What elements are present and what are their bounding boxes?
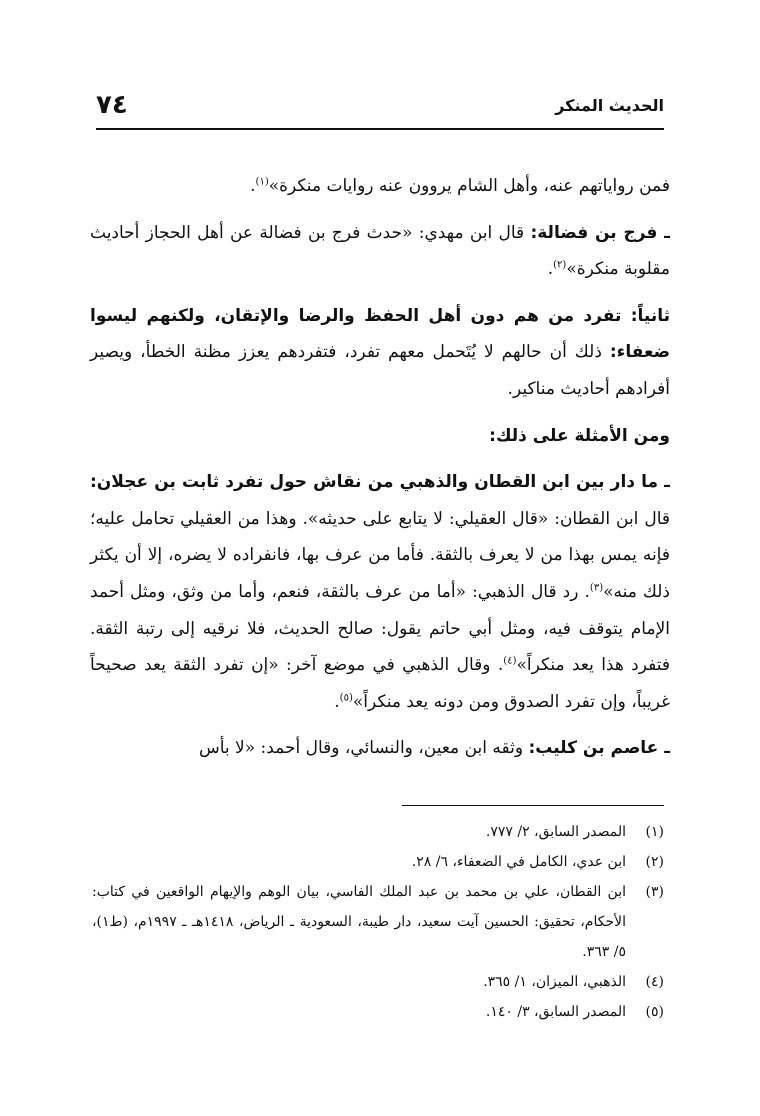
footnote-divider [402, 805, 664, 806]
footnote-text: ابن عدي، الكامل في الضعفاء، ٦/ ٢٨. [411, 854, 626, 870]
paragraph-text: . وقال الذهبي في موضع آخر: «إن تفرد الثقة يعد صحيحاً غريباً، وإن تفرد الصدوق ومن دونه يعد منكراً» [90, 655, 670, 712]
paragraph-text: . رد قال الذهبي: «أما من عرف بالثقة، فنعم، وأما من وثق، ومثل أحمد الإمام يتوقف فيه، ومثل أبي حاتم يقول: صالح الحديث، فلا نرقيه إلى رتبة الثقة. فتفرد هذا يعد منكراً» [90, 581, 670, 676]
footnote-ref: (٢) [553, 259, 567, 271]
footnote-text: المصدر السابق، ٢/ ٧٧٧. [485, 824, 626, 840]
narrator-name: ـ عاصم بن كليب: [528, 738, 670, 759]
paragraph [90, 730, 670, 767]
footnote-number: (١) [645, 824, 664, 840]
paragraph-text: قال ابن القطان: «قال العقيلي: لا يتابع على حديثه». وهذا من العقيلي تحامل عليه؛ فإنه يمس بهذا من لا يعرف بالثقة. فأما من عرف بها، فانفراده لا يضره، إلا أن يكثر ذلك منه» [90, 508, 670, 602]
footnote-ref: (٥) [339, 692, 353, 704]
paragraph-text: قال ابن مهدي: «حدث فرج بن فضالة عن أهل الحجاز أحاديث مقلوبة منكرة» [90, 222, 670, 280]
example-heading: ـ ما دار بين ابن القطان والذهبي من نقاش حول تفرد ثابت بن عجلان: [90, 472, 670, 493]
paragraph-text: فمن رواياتهم عنه، وأهل الشام يروون عنه روايات منكرة» [268, 176, 670, 196]
footnote-text: ابن القطان، علي بن محمد بن عبد الملك الفاسي، بيان الوهم والإيهام الواقعين في كتاب: الأحكام، تحقيق: الحسين آيت سعيد، دار طيبة، السعودية ـ الرياض، ١٤١٨هـ ـ ١٩٩٧م، (ط١)، ٥/ ٣٦٣. [92, 884, 626, 960]
footnote-ref: (٤) [503, 655, 517, 667]
footnote [92, 967, 664, 997]
paragraph [90, 298, 670, 408]
footnote-ref: (٣) [589, 582, 604, 594]
paragraph-end: . [250, 176, 256, 196]
main-text [90, 168, 670, 767]
footnote-number: (٣) [645, 884, 664, 900]
footnote-number: (٤) [645, 974, 664, 990]
section-heading: ثانياً: تفرد من هم دون أهل الحفظ والرضا والإتقان، ولكنهم ليسوا ضعفاء: [90, 305, 670, 363]
footnote-number: (٢) [645, 854, 664, 870]
footnotes [92, 817, 664, 1027]
footnote [92, 997, 664, 1027]
paragraph-text: ذلك أن حالهم لا يُتَحمل معهم تفرد، فتفردهم يعزز مظنة الخطأ، ويصير أفرادهم أحاديث مناكير. [90, 342, 670, 399]
paragraph-end: . [547, 259, 554, 280]
footnote-text: الذهبي، الميزان، ١/ ٣٦٥. [483, 974, 626, 990]
running-header [96, 82, 664, 130]
subheading: ومن الأمثلة على ذلك: [489, 425, 670, 446]
page-number: ٧٤ [96, 90, 128, 120]
narrator-name: ـ فرج بن فضالة: [530, 222, 670, 243]
paragraph-text: وثقه ابن معين، والنسائي، وقال أحمد: «لا بأس [198, 738, 529, 759]
paragraph [90, 464, 670, 720]
paragraph [90, 168, 670, 205]
paragraph [90, 418, 670, 455]
footnote [92, 877, 664, 967]
footnote [92, 817, 664, 847]
footnote [92, 847, 664, 877]
paragraph [90, 215, 670, 288]
footnote-number: (٥) [645, 1004, 664, 1020]
footnote-text: المصدر السابق، ٣/ ١٤٠. [485, 1004, 626, 1020]
page-title: الحديث المنكر [555, 95, 664, 115]
paragraph-end: . [334, 691, 340, 712]
footnote-ref: (١) [255, 176, 269, 188]
